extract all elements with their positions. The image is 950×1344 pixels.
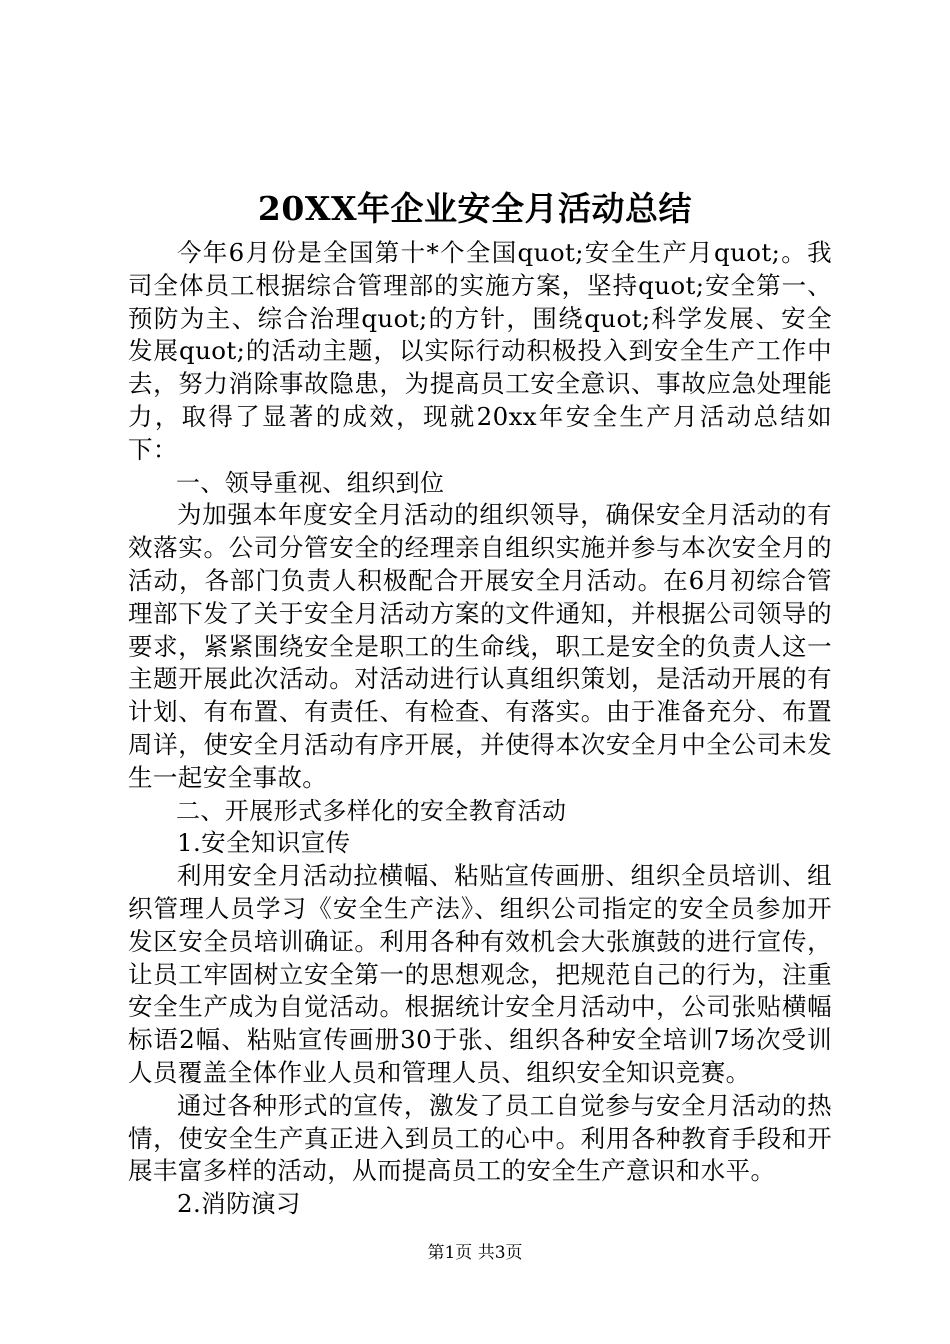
intro-paragraph: 今年6月份是全国第十*个全国quot;安全生产月quot;。我司全体员工根据综合管理部的实施方案，坚持quot;安全第一、预防为主、综合治理quot;的方针，围绕quot;科学发展、安全发展quot;的活动主题，以实际行动积极投入到安全生产工作中去，努力消除事故隐患，为提高员工安全意识、事故应急处理能力，取得了显著的成效，现就20xx年安全生产月活动总结如下： [128, 238, 832, 464]
section-2-heading: 二、开展形式多样化的安全教育活动 [176, 796, 567, 825]
page-footer: 第1页 共3页 [427, 1243, 523, 1263]
subsection-2-1-heading: 1.安全知识宣传 [177, 828, 351, 858]
subsection-2-2-heading: 2.消防演习 [177, 1189, 301, 1219]
document-title: 20XX年企业安全月活动总结 [257, 189, 693, 228]
subsection-2-1-paragraph-1: 利用安全月活动拉横幅、粘贴宣传画册、组织全员培训、组织管理人员学习《安全生产法》、组织公司指定的安全员参加开发区安全员培训确证。利用各种有效机会大张旗鼓的进行宣传，让员工牢固树立安全第一的思想观念，把规范自己的行为，注重安全生产成为自觉活动。根据统计安全月活动中，公司张贴横幅标语2幅、粘贴宣传画册30于张、组织各种安全培训7场次受训人员覆盖全体作业人员和管理人员、组织安全知识竞赛。 [128, 861, 832, 1087]
subsection-2-1-paragraph-2: 通过各种形式的宣传，激发了员工自觉参与安全月活动的热情，使安全生产真正进入到员工的心中。利用各种教育手段和开展丰富多样的活动，从而提高员工的安全生产意识和水平。 [128, 1090, 832, 1186]
section-1-heading: 一、领导重视、组织到位 [176, 468, 445, 497]
document-body [128, 237, 832, 1221]
section-1-paragraph: 为加强本年度安全月活动的组织领导，确保安全月活动的有效落实。公司分管安全的经理亲自组织实施并参与本次安全月的活动，各部门负责人积极配合开展安全月活动。在6月初综合管理部下发了关于安全月活动方案的文件通知，并根据公司领导的要求，紧紧围绕安全是职工的生命线，职工是安全的负责人这一主题开展此次活动。对活动进行认真组织策划，是活动开展的有计划、有布置、有责任、有检查、有落实。由于准备充分、布置周详，使安全月活动有序开展，并使得本次安全月中全公司未发生一起安全事故。 [128, 500, 832, 792]
